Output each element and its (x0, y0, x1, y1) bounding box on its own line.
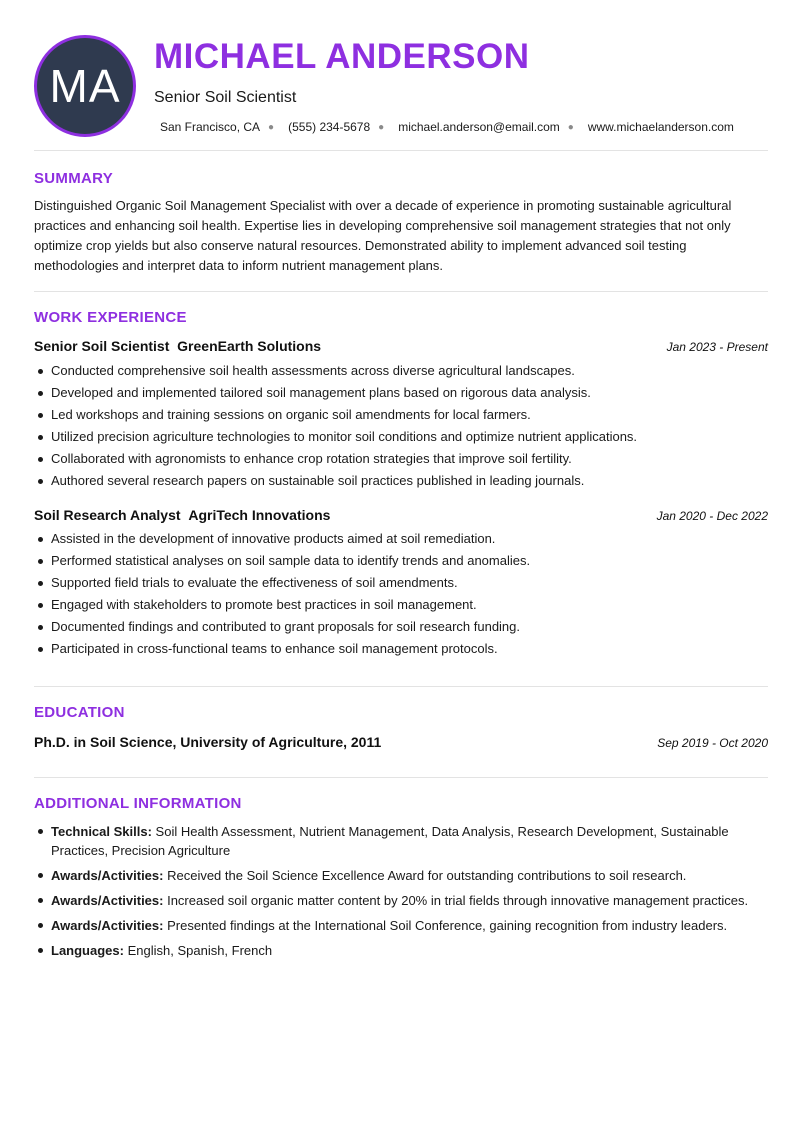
list-item: Participated in cross-functional teams to enhance soil management protocols. (51, 638, 768, 660)
job-title-line (34, 338, 321, 354)
candidate-name: MICHAEL ANDERSON (154, 37, 530, 76)
job-date: Jan 2020 - Dec 2022 (656, 509, 768, 523)
divider (34, 777, 768, 778)
additional-info-heading: ADDITIONAL INFORMATION (34, 795, 242, 812)
contact-email[interactable]: michael.anderson@email.com (398, 120, 560, 134)
contact-phone: (555) 234-5678 (288, 120, 371, 134)
list-item: Engaged with stakeholders to promote best practices in soil management. (51, 594, 768, 616)
list-item (51, 916, 768, 935)
item-label: Awards/Activities: (51, 868, 164, 883)
divider (34, 150, 768, 151)
list-item: Utilized precision agriculture technologies to monitor soil conditions and optimize nutrient applications. (51, 426, 768, 448)
separator-dot-icon: ● (268, 121, 275, 133)
contact-bar (160, 120, 734, 134)
item-label: Languages: (51, 943, 124, 958)
list-item (51, 822, 768, 860)
item-label: Technical Skills: (51, 824, 152, 839)
education-degree: Ph.D. in Soil Science, University of Agriculture, 2011 (34, 734, 382, 750)
separator-dot-icon: ● (567, 121, 574, 133)
additional-info-list (34, 822, 768, 966)
contact-website[interactable]: www.michaelanderson.com (587, 120, 734, 134)
item-text: Received the Soil Science Excellence Award for outstanding contributions to soil research. (167, 868, 687, 883)
list-item: Supported field trials to evaluate the effectiveness of soil amendments. (51, 572, 768, 594)
list-item: Developed and implemented tailored soil management plans based on rigorous data analysis. (51, 382, 768, 404)
education-heading: EDUCATION (34, 704, 125, 721)
item-text: Soil Health Assessment, Nutrient Management, Data Analysis, Research Development, Sustainable Practices, Precision Agriculture (51, 824, 729, 858)
list-item: Conducted comprehensive soil health assessments across diverse agricultural landscapes. (51, 360, 768, 382)
job-date: Jan 2023 - Present (666, 340, 768, 354)
contact-location: San Francisco, CA (160, 120, 261, 134)
item-text: English, Spanish, French (127, 943, 273, 958)
list-item: Assisted in the development of innovative products aimed at soil remediation. (51, 528, 768, 550)
education-date: Sep 2019 - Oct 2020 (657, 736, 768, 750)
list-item: Collaborated with agronomists to enhance crop rotation strategies that improve soil fertility. (51, 448, 768, 470)
item-text: Presented findings at the International Soil Conference, gaining recognition from industry leaders. (167, 918, 728, 933)
summary-text: Distinguished Organic Soil Management Specialist with over a decade of experience in promoting sustainable agricultural practices and enhancing soil health. Expertise lies in developing comprehensive soil management strategies that not only optimize crop yields but also conserve natural resources. Demonstrated ability to implement advanced soil testing methodologies and interpret data to inform nutrient management plans. (34, 198, 732, 273)
job-company: GreenEarth Solutions (177, 338, 322, 354)
job-role: Senior Soil Scientist (34, 338, 170, 354)
avatar-initials: MA (49, 60, 121, 112)
list-item: Authored several research papers on sustainable soil practices published in leading journals. (51, 470, 768, 492)
list-item (51, 866, 768, 885)
job-bullets (34, 360, 768, 492)
separator-dot-icon: ● (378, 121, 385, 133)
education-entry (34, 734, 768, 750)
avatar (34, 35, 136, 137)
list-item (51, 941, 768, 960)
list-item (51, 891, 768, 910)
item-text: Increased soil organic matter content by 20% in trial fields through innovative management practices. (167, 893, 749, 908)
summary-heading: SUMMARY (34, 170, 114, 187)
job-header (34, 507, 768, 523)
work-experience-heading: WORK EXPERIENCE (34, 309, 187, 326)
job-company: AgriTech Innovations (188, 507, 331, 523)
divider (34, 686, 768, 687)
item-label: Awards/Activities: (51, 918, 164, 933)
job-title-line (34, 507, 330, 523)
list-item: Performed statistical analyses on soil sample data to identify trends and anomalies. (51, 550, 768, 572)
list-item: Led workshops and training sessions on organic soil amendments for local farmers. (51, 404, 768, 426)
list-item: Documented findings and contributed to grant proposals for soil research funding. (51, 616, 768, 638)
divider (34, 291, 768, 292)
candidate-title: Senior Soil Scientist (154, 89, 297, 106)
item-label: Awards/Activities: (51, 893, 164, 908)
job-header (34, 338, 768, 354)
job-bullets (34, 528, 768, 660)
job-role: Soil Research Analyst (34, 507, 181, 523)
